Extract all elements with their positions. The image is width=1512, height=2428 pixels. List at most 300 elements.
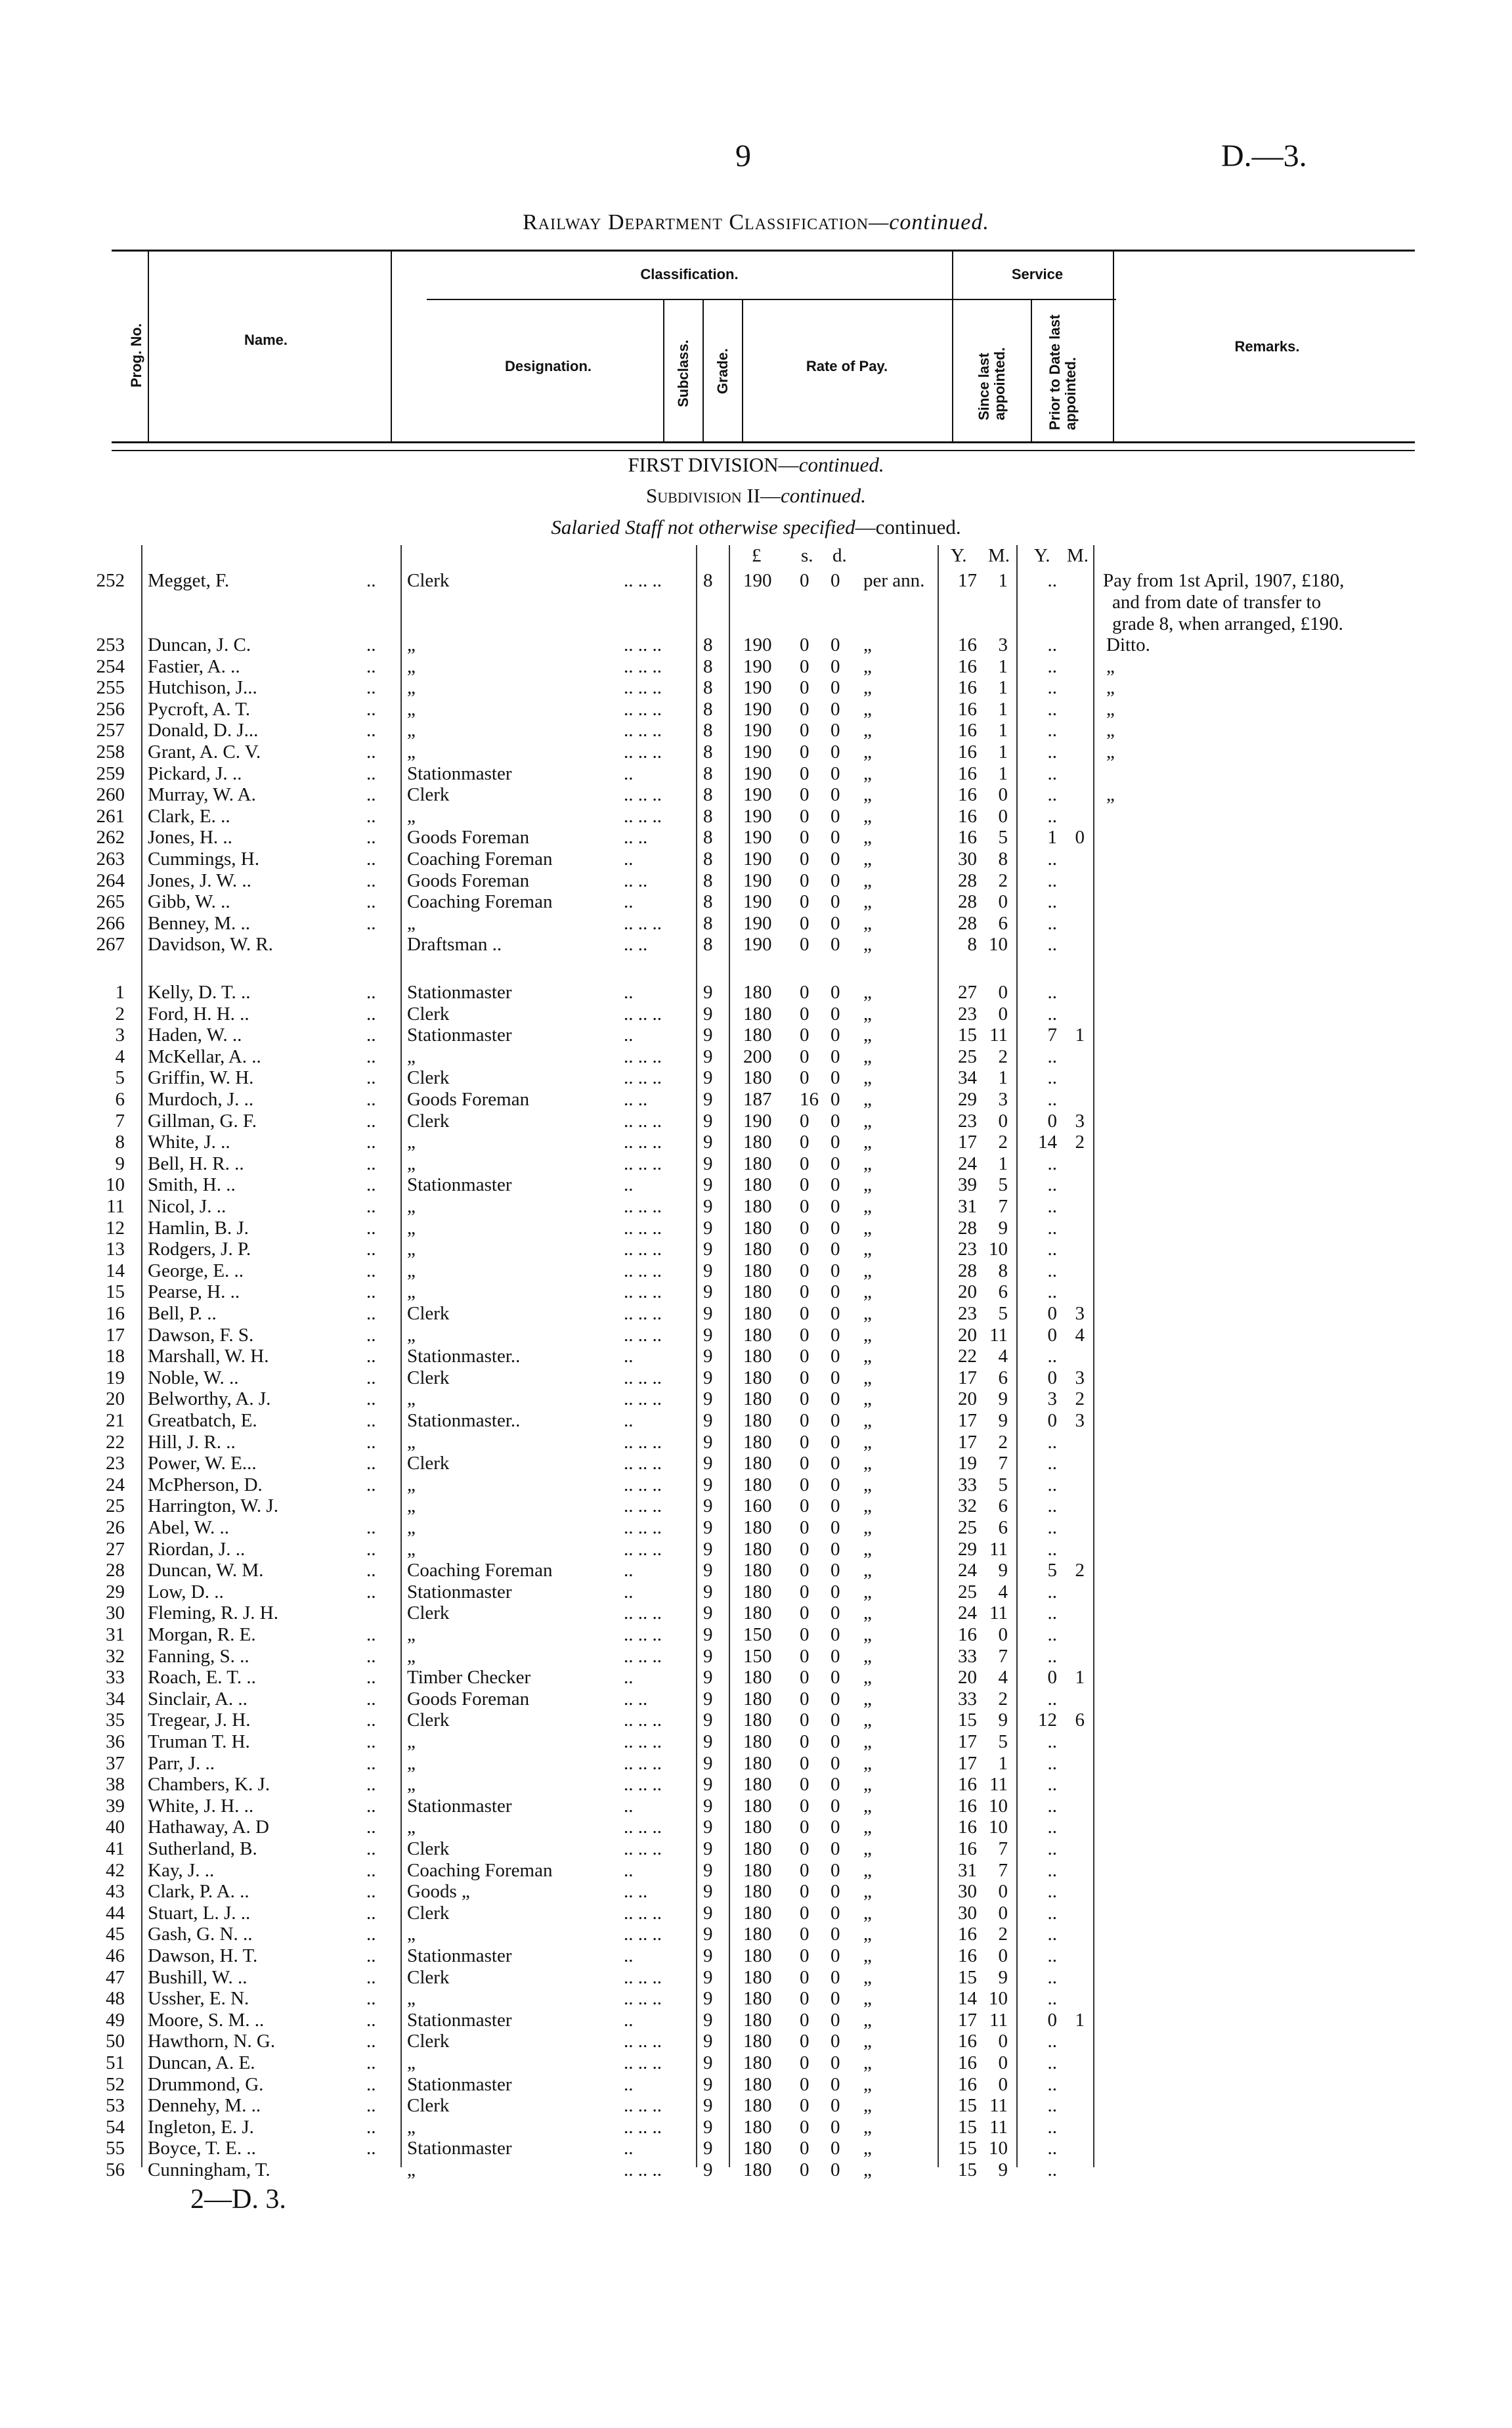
prior-years: .. bbox=[1047, 1859, 1057, 1881]
prog-no: 37 bbox=[106, 1752, 125, 1774]
table-row bbox=[0, 2138, 1512, 2159]
prior-years: 0 bbox=[1047, 1110, 1057, 1132]
pay-shillings: 0 bbox=[800, 1495, 810, 1517]
since-months: 9 bbox=[998, 1966, 1008, 1988]
pay-shillings: 0 bbox=[800, 1966, 810, 1988]
employee-name: Moore, S. M. .. bbox=[148, 2009, 265, 2031]
prog-no: 49 bbox=[106, 2009, 125, 2031]
pay-pence: 0 bbox=[831, 2052, 840, 2073]
designation: „ bbox=[407, 1324, 416, 1346]
pay-pence: 0 bbox=[831, 570, 840, 591]
pay-pounds: 150 bbox=[743, 1645, 772, 1667]
grade: 9 bbox=[703, 1731, 713, 1752]
pay-pounds: 180 bbox=[743, 1431, 772, 1453]
pay-shillings: 0 bbox=[800, 1688, 810, 1710]
leader-dots: .. .. .. bbox=[624, 634, 662, 655]
prior-years: .. bbox=[1047, 634, 1057, 655]
leader-dots: .. .. .. bbox=[624, 1388, 662, 1410]
since-years: 19 bbox=[958, 1453, 977, 1474]
prior-years: .. bbox=[1047, 1346, 1057, 1367]
pay-pounds: 190 bbox=[743, 1110, 772, 1132]
prog-no: 257 bbox=[96, 720, 125, 741]
pay-pence: 0 bbox=[831, 1303, 840, 1324]
designation: Stationmaster bbox=[407, 2009, 512, 2031]
leader-dots: .. bbox=[366, 2138, 376, 2159]
prog-no: 54 bbox=[106, 2116, 125, 2138]
pay-period: „ bbox=[863, 1474, 872, 1495]
designation: Stationmaster bbox=[407, 982, 512, 1003]
prog-no: 2 bbox=[115, 1003, 125, 1025]
leader-dots: .. bbox=[366, 677, 376, 699]
service-rule bbox=[959, 299, 1116, 300]
pay-shillings: 0 bbox=[800, 634, 810, 655]
employee-name: Cummings, H. bbox=[148, 849, 259, 870]
employee-name: Riordan, J. .. bbox=[148, 1538, 246, 1560]
pay-pounds: 180 bbox=[743, 2073, 772, 2095]
since-years: 17 bbox=[958, 1132, 977, 1153]
pay-period: „ bbox=[863, 655, 872, 677]
pay-pence: 0 bbox=[831, 1453, 840, 1474]
designation: Stationmaster bbox=[407, 762, 512, 784]
leader-dots: .. bbox=[624, 1346, 634, 1367]
header-designation: Designation. bbox=[504, 358, 592, 374]
prog-no: 23 bbox=[106, 1453, 125, 1474]
designation: „ bbox=[407, 1281, 416, 1303]
header-divider bbox=[1031, 299, 1032, 443]
leader-dots: .. .. bbox=[624, 1089, 648, 1110]
table-row bbox=[0, 1432, 1512, 1453]
prior-months: 3 bbox=[1075, 1367, 1085, 1388]
staff-label: Salaried Staff not otherwise specified bbox=[551, 516, 855, 539]
since-months: 0 bbox=[998, 805, 1008, 827]
leader-dots: .. bbox=[366, 1988, 376, 2010]
leader-dots: .. bbox=[624, 891, 634, 913]
header-divider bbox=[702, 299, 704, 443]
designation: Clerk bbox=[407, 2095, 450, 2117]
pay-period: „ bbox=[863, 2116, 872, 2138]
leader-dots: .. .. bbox=[624, 934, 648, 956]
pay-pounds: 180 bbox=[743, 1281, 772, 1303]
designation: „ bbox=[407, 1474, 416, 1495]
since-years: 16 bbox=[958, 1774, 977, 1796]
pay-pence: 0 bbox=[831, 1132, 840, 1153]
since-years: 23 bbox=[958, 1239, 977, 1260]
designation: „ bbox=[407, 1388, 416, 1410]
pay-pence: 0 bbox=[831, 1902, 840, 1924]
leader-dots: .. bbox=[624, 1025, 634, 1046]
leader-dots: .. .. .. bbox=[624, 1303, 662, 1324]
grade: 9 bbox=[703, 1367, 713, 1388]
employee-name: Haden, W. .. bbox=[148, 1025, 242, 1046]
division-cont: continued. bbox=[798, 453, 884, 476]
since-years: 16 bbox=[958, 677, 977, 699]
employee-name: Fleming, R. J. H. bbox=[148, 1602, 278, 1624]
pay-shillings: 0 bbox=[800, 1046, 810, 1067]
pay-pounds: 190 bbox=[743, 655, 772, 677]
grade: 9 bbox=[703, 1303, 713, 1324]
prog-no: 52 bbox=[106, 2073, 125, 2095]
unit-years-since: Y. bbox=[951, 545, 967, 566]
employee-name: Kay, J. .. bbox=[148, 1859, 215, 1881]
pay-shillings: 0 bbox=[800, 1517, 810, 1538]
leader-dots: .. .. .. bbox=[624, 1153, 662, 1174]
prog-no: 40 bbox=[106, 1817, 125, 1838]
since-years: 30 bbox=[958, 849, 977, 870]
since-years: 29 bbox=[958, 1089, 977, 1110]
grade: 8 bbox=[703, 570, 713, 591]
since-years: 16 bbox=[958, 655, 977, 677]
since-months: 5 bbox=[998, 1474, 1008, 1495]
pay-period: „ bbox=[863, 1795, 872, 1817]
leader-dots: .. .. .. bbox=[624, 1474, 662, 1495]
table-row bbox=[0, 1817, 1512, 1838]
grade: 9 bbox=[703, 2159, 713, 2180]
pay-pence: 0 bbox=[831, 1217, 840, 1239]
prior-months: 4 bbox=[1075, 1324, 1085, 1346]
pay-pounds: 180 bbox=[743, 1324, 772, 1346]
leader-dots: .. bbox=[366, 634, 376, 655]
table-row bbox=[0, 1988, 1512, 2010]
table-row bbox=[0, 1539, 1512, 1560]
pay-pounds: 180 bbox=[743, 1260, 772, 1281]
prior-years: .. bbox=[1047, 2116, 1057, 2138]
leader-dots: .. bbox=[366, 1324, 376, 1346]
leader-dots: .. .. .. bbox=[624, 1453, 662, 1474]
leader-dots: .. bbox=[366, 1945, 376, 1966]
employee-name: Duncan, A. E. bbox=[148, 2052, 255, 2073]
pay-pounds: 180 bbox=[743, 2095, 772, 2117]
pay-pence: 0 bbox=[831, 720, 840, 741]
pay-pounds: 180 bbox=[743, 1667, 772, 1689]
designation: „ bbox=[407, 2052, 416, 2073]
table-row bbox=[0, 1260, 1512, 1282]
prog-no: 258 bbox=[96, 741, 125, 762]
prior-years: .. bbox=[1047, 1688, 1057, 1710]
pay-shillings: 0 bbox=[800, 1196, 810, 1217]
since-years: 24 bbox=[958, 1602, 977, 1624]
pay-pence: 0 bbox=[831, 1838, 840, 1859]
grade: 9 bbox=[703, 1388, 713, 1410]
prior-years: .. bbox=[1047, 1089, 1057, 1110]
header-bottom-rule-2 bbox=[112, 450, 1415, 451]
designation: Stationmaster bbox=[407, 1025, 512, 1046]
pay-shillings: 0 bbox=[800, 720, 810, 741]
prog-no: 263 bbox=[96, 849, 125, 870]
pay-period: „ bbox=[863, 1667, 872, 1689]
prior-months: 1 bbox=[1075, 1667, 1085, 1689]
pay-period: „ bbox=[863, 1624, 872, 1645]
pay-period: „ bbox=[863, 1924, 872, 1945]
remark: „ bbox=[1106, 784, 1115, 806]
since-months: 8 bbox=[998, 1260, 1008, 1281]
pay-period: „ bbox=[863, 720, 872, 741]
employee-name: Bushill, W. .. bbox=[148, 1966, 248, 1988]
since-years: 16 bbox=[958, 634, 977, 655]
pay-pence: 0 bbox=[831, 698, 840, 720]
prog-no: 262 bbox=[96, 827, 125, 849]
designation: Clerk bbox=[407, 1303, 450, 1324]
remark: „ bbox=[1106, 720, 1115, 741]
prog-no: 7 bbox=[115, 1110, 125, 1132]
pay-pounds: 180 bbox=[743, 1132, 772, 1153]
designation: „ bbox=[407, 1495, 416, 1517]
leader-dots: .. bbox=[366, 1431, 376, 1453]
designation: „ bbox=[407, 655, 416, 677]
pay-period: „ bbox=[863, 1581, 872, 1602]
prog-no: 20 bbox=[106, 1388, 125, 1410]
pay-pence: 0 bbox=[831, 634, 840, 655]
designation: Goods Foreman bbox=[407, 1688, 530, 1710]
pay-shillings: 0 bbox=[800, 1025, 810, 1046]
grade: 9 bbox=[703, 1752, 713, 1774]
leader-dots: .. .. bbox=[624, 870, 648, 891]
pay-pence: 0 bbox=[831, 2138, 840, 2159]
since-years: 16 bbox=[958, 805, 977, 827]
prog-no: 53 bbox=[106, 2095, 125, 2117]
designation: „ bbox=[407, 1431, 416, 1453]
since-years: 8 bbox=[967, 934, 977, 956]
prog-no: 32 bbox=[106, 1645, 125, 1667]
header-subclass: Subclass. bbox=[675, 340, 691, 407]
pay-pounds: 180 bbox=[743, 1367, 772, 1388]
pay-pence: 0 bbox=[831, 1667, 840, 1689]
prior-months: 3 bbox=[1075, 1410, 1085, 1431]
leader-dots: .. bbox=[366, 1538, 376, 1560]
since-years: 16 bbox=[958, 2073, 977, 2095]
prog-no: 260 bbox=[96, 784, 125, 806]
employee-name: White, J. .. bbox=[148, 1132, 230, 1153]
grade: 9 bbox=[703, 1196, 713, 1217]
leader-dots: .. bbox=[366, 1624, 376, 1645]
pay-pence: 0 bbox=[831, 677, 840, 699]
designation: Clerk bbox=[407, 1966, 450, 1988]
since-months: 6 bbox=[998, 1495, 1008, 1517]
since-years: 31 bbox=[958, 1859, 977, 1881]
header-rate-of-pay: Rate of Pay. bbox=[806, 358, 888, 374]
table-row bbox=[0, 913, 1512, 935]
leader-dots: .. .. .. bbox=[624, 1731, 662, 1752]
pay-pence: 0 bbox=[831, 1688, 840, 1710]
since-months: 1 bbox=[998, 655, 1008, 677]
leader-dots: .. .. .. bbox=[624, 1067, 662, 1089]
since-years: 25 bbox=[958, 1046, 977, 1067]
pay-shillings: 0 bbox=[800, 982, 810, 1003]
prior-years: .. bbox=[1047, 1966, 1057, 1988]
since-months: 0 bbox=[998, 1624, 1008, 1645]
leader-dots: .. bbox=[366, 1474, 376, 1495]
prog-no: 43 bbox=[106, 1881, 125, 1903]
pay-pounds: 180 bbox=[743, 1538, 772, 1560]
employee-name: Roach, E. T. .. bbox=[148, 1667, 256, 1689]
table-row bbox=[0, 1346, 1512, 1367]
pay-pence: 0 bbox=[831, 1153, 840, 1174]
pay-pounds: 180 bbox=[743, 2116, 772, 2138]
prior-years: .. bbox=[1047, 677, 1057, 699]
since-months: 0 bbox=[998, 2073, 1008, 2095]
pay-pounds: 180 bbox=[743, 2159, 772, 2180]
pay-pence: 0 bbox=[831, 2116, 840, 2138]
pay-shillings: 0 bbox=[800, 2052, 810, 2073]
employee-name: Fastier, A. .. bbox=[148, 655, 240, 677]
since-years: 28 bbox=[958, 912, 977, 934]
remark-252 bbox=[1103, 570, 1344, 635]
pay-pounds: 150 bbox=[743, 1624, 772, 1645]
prior-months: 2 bbox=[1075, 1560, 1085, 1581]
pay-period: „ bbox=[863, 982, 872, 1003]
employee-name: Benney, M. .. bbox=[148, 912, 250, 934]
table-row bbox=[0, 1132, 1512, 1153]
employee-name: Boyce, T. E. .. bbox=[148, 2138, 256, 2159]
table-row bbox=[0, 1025, 1512, 1046]
pay-pence: 0 bbox=[831, 655, 840, 677]
since-months: 11 bbox=[989, 1602, 1008, 1624]
pay-pence: 0 bbox=[831, 1795, 840, 1817]
pay-shillings: 0 bbox=[800, 2138, 810, 2159]
employee-name: Bell, H. R. .. bbox=[148, 1153, 244, 1174]
table-row bbox=[0, 720, 1512, 741]
pay-shillings: 0 bbox=[800, 1303, 810, 1324]
pay-period: „ bbox=[863, 2073, 872, 2095]
table-row bbox=[0, 2031, 1512, 2052]
leader-dots: .. bbox=[366, 1752, 376, 1774]
prior-months: 6 bbox=[1075, 1710, 1085, 1731]
designation: „ bbox=[407, 1217, 416, 1239]
since-months: 0 bbox=[998, 2031, 1008, 2052]
staff-cont: —continued. bbox=[855, 516, 961, 539]
pay-period: „ bbox=[863, 1774, 872, 1796]
table-row bbox=[0, 1903, 1512, 1924]
designation: „ bbox=[407, 1196, 416, 1217]
leader-dots: .. bbox=[366, 2009, 376, 2031]
leader-dots: .. bbox=[366, 1517, 376, 1538]
since-months: 2 bbox=[998, 1132, 1008, 1153]
leader-dots: .. .. .. bbox=[624, 2052, 662, 2073]
pay-pence: 0 bbox=[831, 1388, 840, 1410]
employee-name: Greatbatch, E. bbox=[148, 1410, 257, 1431]
prog-no: 16 bbox=[106, 1303, 125, 1324]
since-months: 8 bbox=[998, 849, 1008, 870]
pay-pence: 0 bbox=[831, 870, 840, 891]
prior-months: 2 bbox=[1075, 1388, 1085, 1410]
pay-pounds: 190 bbox=[743, 912, 772, 934]
pay-pence: 0 bbox=[831, 1346, 840, 1367]
pay-pounds: 180 bbox=[743, 1067, 772, 1089]
page-number: 9 bbox=[735, 139, 751, 173]
since-months: 7 bbox=[998, 1645, 1008, 1667]
leader-dots: .. .. .. bbox=[624, 1624, 662, 1645]
pay-shillings: 0 bbox=[800, 1067, 810, 1089]
designation: Clerk bbox=[407, 570, 450, 591]
designation: Clerk bbox=[407, 1453, 450, 1474]
since-months: 0 bbox=[998, 1003, 1008, 1025]
table-row bbox=[0, 2052, 1512, 2074]
since-years: 16 bbox=[958, 2031, 977, 2052]
employee-name: Power, W. E... bbox=[148, 1453, 257, 1474]
employee-name: Tregear, J. H. bbox=[148, 1710, 251, 1731]
prog-no: 15 bbox=[106, 1281, 125, 1303]
pay-pounds: 180 bbox=[743, 1902, 772, 1924]
grade: 9 bbox=[703, 1902, 713, 1924]
leader-dots: .. bbox=[366, 1453, 376, 1474]
prior-years: .. bbox=[1047, 982, 1057, 1003]
employee-name: Pearse, H. .. bbox=[148, 1281, 240, 1303]
prog-no: 10 bbox=[106, 1174, 125, 1196]
pay-period: „ bbox=[863, 1346, 872, 1367]
subdivision-label: Subdivision II— bbox=[646, 484, 781, 507]
grade: 9 bbox=[703, 1560, 713, 1581]
since-years: 16 bbox=[958, 1945, 977, 1966]
pay-pounds: 180 bbox=[743, 1025, 772, 1046]
designation: Goods Foreman bbox=[407, 870, 530, 891]
prior-years: .. bbox=[1047, 1153, 1057, 1174]
unit-pence: d. bbox=[832, 545, 847, 566]
prior-years: .. bbox=[1047, 1067, 1057, 1089]
designation: Clerk bbox=[407, 784, 450, 806]
pay-shillings: 0 bbox=[800, 1367, 810, 1388]
table-row bbox=[0, 656, 1512, 678]
designation: Stationmaster bbox=[407, 2073, 512, 2095]
designation: Clerk bbox=[407, 1902, 450, 1924]
employee-name: Bell, P. .. bbox=[148, 1303, 217, 1324]
leader-dots: .. bbox=[366, 1966, 376, 1988]
since-months: 2 bbox=[998, 1688, 1008, 1710]
since-years: 16 bbox=[958, 698, 977, 720]
pay-pounds: 200 bbox=[743, 1046, 772, 1067]
since-months: 0 bbox=[998, 2052, 1008, 2073]
pay-period: „ bbox=[863, 1817, 872, 1838]
employee-name: Chambers, K. J. bbox=[148, 1774, 270, 1796]
pay-shillings: 0 bbox=[800, 1281, 810, 1303]
pay-shillings: 0 bbox=[800, 1859, 810, 1881]
grade: 9 bbox=[703, 1132, 713, 1153]
leader-dots: .. .. .. bbox=[624, 677, 662, 699]
table-row bbox=[0, 1004, 1512, 1025]
pay-pence: 0 bbox=[831, 805, 840, 827]
leader-dots: .. bbox=[366, 1089, 376, 1110]
pay-shillings: 0 bbox=[800, 762, 810, 784]
employee-name: Kelly, D. T. .. bbox=[148, 982, 251, 1003]
pay-shillings: 0 bbox=[800, 1817, 810, 1838]
prog-no: 266 bbox=[96, 912, 125, 934]
pay-pounds: 180 bbox=[743, 1752, 772, 1774]
since-months: 11 bbox=[989, 2095, 1008, 2117]
designation: „ bbox=[407, 698, 416, 720]
pay-shillings: 0 bbox=[800, 1388, 810, 1410]
grade: 9 bbox=[703, 1453, 713, 1474]
prog-no: 259 bbox=[96, 762, 125, 784]
pay-period: „ bbox=[863, 1538, 872, 1560]
since-months: 9 bbox=[998, 1410, 1008, 1431]
pay-shillings: 0 bbox=[800, 1988, 810, 2010]
leader-dots: .. bbox=[624, 982, 634, 1003]
employee-name: Abel, W. .. bbox=[148, 1517, 230, 1538]
pay-pence: 0 bbox=[831, 827, 840, 849]
since-years: 39 bbox=[958, 1174, 977, 1196]
header-top-rule bbox=[112, 250, 1415, 252]
since-months: 2 bbox=[998, 1431, 1008, 1453]
designation: „ bbox=[407, 1817, 416, 1838]
prior-years: 14 bbox=[1038, 1132, 1057, 1153]
pay-pence: 0 bbox=[831, 891, 840, 913]
pay-period: per ann. bbox=[863, 570, 925, 591]
since-months: 7 bbox=[998, 1838, 1008, 1859]
pay-pence: 0 bbox=[831, 1710, 840, 1731]
pay-shillings: 0 bbox=[800, 891, 810, 913]
title-main: Railway Department Classification bbox=[523, 210, 869, 234]
prior-years: .. bbox=[1047, 1774, 1057, 1796]
pay-pounds: 180 bbox=[743, 1924, 772, 1945]
since-months: 10 bbox=[989, 1795, 1008, 1817]
